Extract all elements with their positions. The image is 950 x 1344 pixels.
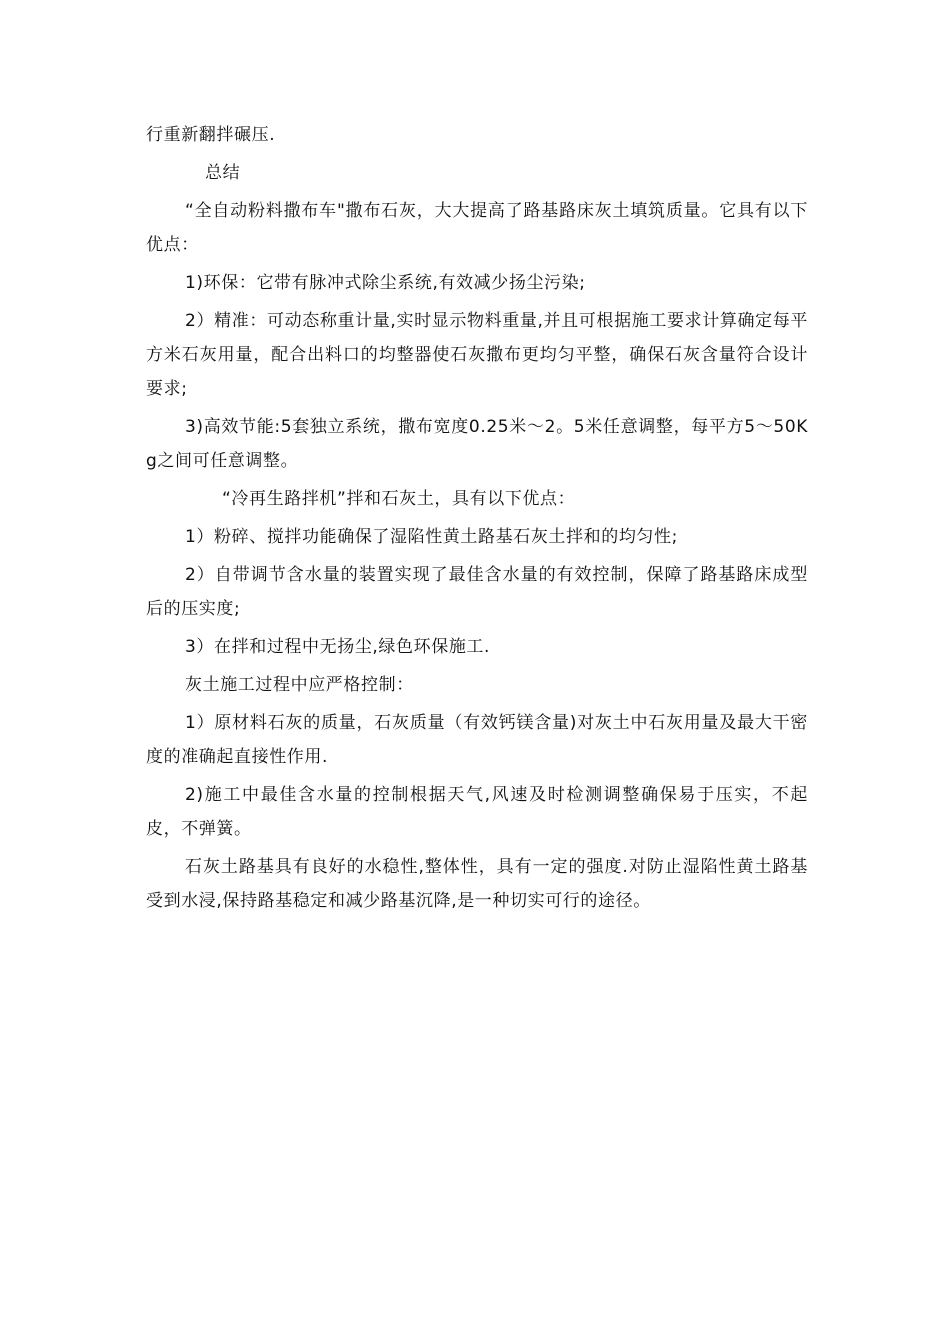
list-item-moisture-control: 2）自带调节含水量的装置实现了最佳含水量的有效控制，保障了路基路床成型后的压实度; — [146, 565, 808, 619]
list-item-mixing-uniformity: 1）粉碎、搅拌功能确保了湿陷性黄土路基石灰土拌和的均匀性; — [185, 527, 678, 547]
list-item-water-content: 2)施工中最佳含水量的控制根据天气,风速及时检测调整确保易于压实，不起皮，不弹簧。 — [146, 785, 808, 839]
paragraph-spreader-intro: “全自动粉料撒布车"撒布石灰，大大提高了路基路床灰土填筑质量。它具有以下优点： — [146, 201, 808, 255]
document-body — [146, 118, 808, 922]
paragraph-conclusion: 石灰土路基具有良好的水稳性,整体性，具有一定的强度.对防止湿陷性黄土路基受到水浸,保持路基稳定和减少路基沉降,是一种切实可行的途径。 — [146, 857, 808, 911]
paragraph-continuation: 行重新翻拌碾压. — [146, 125, 276, 145]
list-item-environmental: 1)环保：它带有脉冲式除尘系统,有效减少扬尘污染; — [185, 273, 586, 293]
section-heading-summary: 总结 — [205, 163, 241, 183]
list-item-dust-free: 3）在拌和过程中无扬尘,绿色环保施工. — [185, 637, 491, 657]
list-item-lime-quality: 1）原材料石灰的质量，石灰质量（有效钙镁含量)对灰土中石灰用量及最大干密度的准确起直接性作用. — [146, 713, 808, 767]
paragraph-mixer-intro: “冷再生路拌机”拌和石灰土，具有以下优点： — [222, 489, 576, 509]
list-item-precision: 2）精准：可动态称重计量,实时显示物料重量,并且可根据施工要求计算确定每平方米石灰用量，配合出料口的均整器使石灰撒布更均匀平整，确保石灰含量符合设计要求; — [146, 311, 808, 399]
list-item-efficiency: 3)高效节能:5套独立系统，撒布宽度0.25米～2。5米任意调整，每平方5～50Kg之间可任意调整。 — [146, 417, 808, 471]
paragraph-control-intro: 灰土施工过程中应严格控制： — [185, 675, 414, 695]
